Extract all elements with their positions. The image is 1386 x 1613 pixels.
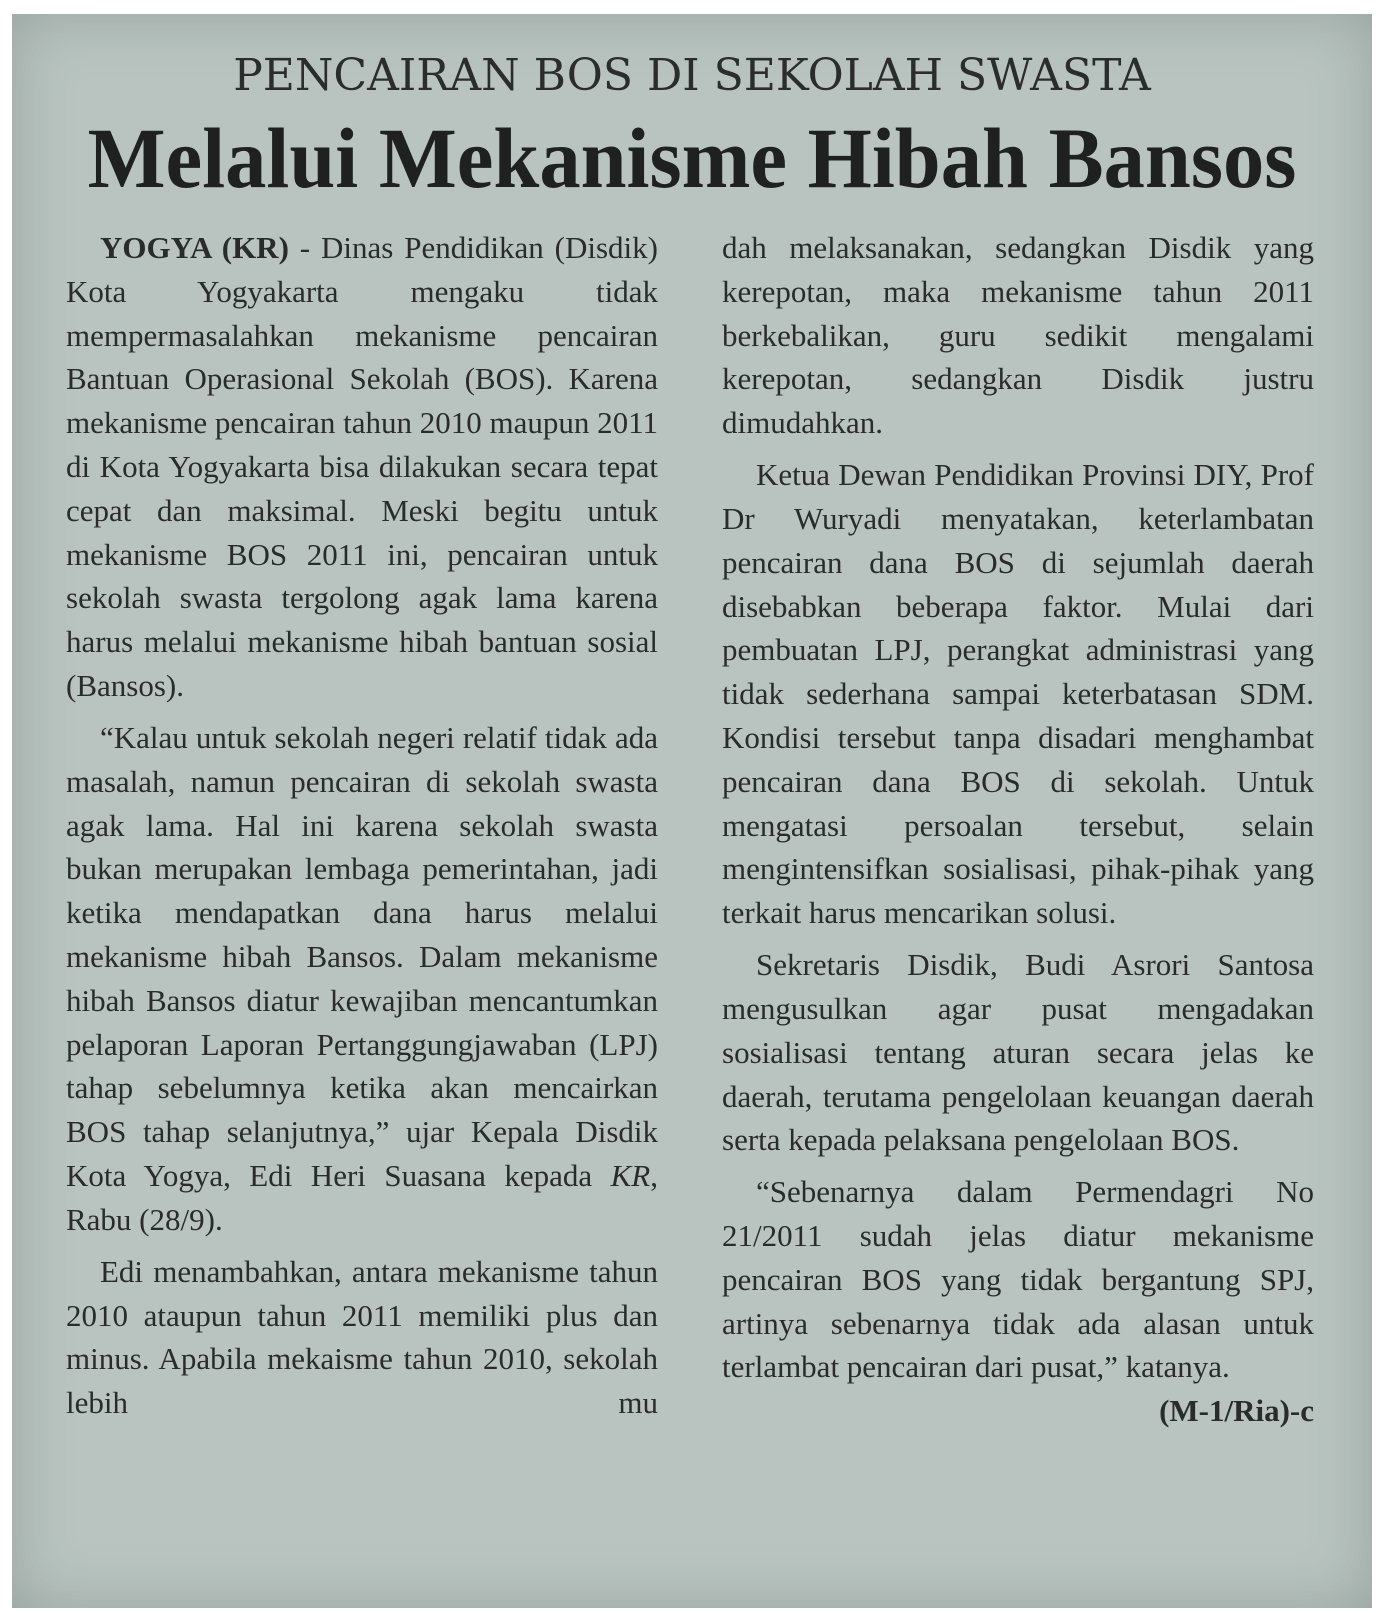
paragraph-2-text: “Kalau untuk sekolah negeri relatif tidak ada masalah, namun pencairan di sekolah swasta agak lama. Hal ini karena sekolah swasta bukan merupakan lembaga pemerintahan, jadi ketika mendapatkan dana harus melalui mekanisme hibah Bansos. Dalam mekanisme hibah Bansos diatur kewajiban mencantumkan pelaporan Laporan Pertanggungjawaban (LPJ) tahap sebelumnya ketika akan mencairkan BOS tahap selanjutnya,” ujar Kepala Disdik Kota Yogya, Edi Heri Suasana kepada	[66, 719, 658, 1193]
paragraph-2	[66, 716, 658, 1242]
paragraph-5: Sekretaris Disdik, Budi Asrori Santosa mengusulkan agar pusat mengadakan sosialisasi tentang aturan secara jelas ke daerah, terutama pengelolaan keuangan daerah serta kepada pelaksana pengelolaan BOS.	[722, 947, 1314, 1158]
paragraph-4: Ketua Dewan Pendidikan Provinsi DIY, Prof Dr Wuryadi menyatakan, keterlambatan pencairan dana BOS di sejumlah daerah disebabkan beberapa faktor. Mulai dari pembuatan LPJ, perangkat administrasi yang tidak sederhana sampai keterbatasan SDM. Kondisi tersebut tanpa disadari menghambat pencairan dana BOS di sekolah. Untuk mengatasi persoalan tersebut, selain mengintensifkan sosialisasi, pihak-pihak yang terkait harus mencarikan solusi.	[722, 457, 1314, 931]
paragraph-1	[66, 226, 658, 708]
article-headline: Melalui Mekanisme Hibah Bansos	[87, 110, 1297, 206]
paragraph-6-text: “Sebenarnya dalam Permendagri No 21/2011 sudah jelas diatur mekanisme pencairan BOS yang tidak bergantung SPJ, artinya sebenarnya tidak ada alasan untuk terlambat pencairan dari pusat,” katanya.	[722, 1174, 1314, 1385]
byline: (M-1/Ria)-c	[1159, 1393, 1314, 1429]
paragraph-3: Edi menambahkan, antara mekanisme tahun 2010 ataupun tahun 2011 memiliki plus dan minus. Apabila mekaisme tahun 2010, sekolah lebih mu	[66, 1253, 658, 1421]
paragraph-1-text: - Dinas Pendidikan (Disdik) Kota Yogyakarta mengaku tidak mempermasalahkan mekanisme pencairan Bantuan Operasional Sekolah (BOS). Karena mekanisme pencairan tahun 2010 maupun 2011 di Kota Yogyakarta bisa dilakukan secara tepat cepat dan maksimal. Meski begitu untuk mekanisme BOS 2011 ini, pencairan untuk sekolah swasta tergolong agak lama karena harus melalui mekanisme hibah bantuan sosial (Bansos).	[66, 230, 658, 703]
publication-name: KR	[610, 1157, 651, 1193]
paragraph-2-date: , Rabu (28/9).	[66, 1157, 658, 1237]
newspaper-clipping	[12, 14, 1372, 1608]
article-kicker: PENCAIRAN BOS DI SEKOLAH SWASTA	[233, 50, 1151, 101]
paragraph-6	[722, 1170, 1314, 1429]
paragraph-3-continued: dah melaksanakan, sedangkan Disdik yang kerepotan, maka mekanisme tahun 2011 berkebalikan, guru sedikit mengalami kerepotan, sedangkan Disdik justru dimudahkan.	[722, 230, 1314, 441]
article-column-left	[66, 226, 658, 1433]
article-column-right	[722, 226, 1314, 1433]
dateline: YOGYA (KR)	[100, 230, 289, 265]
